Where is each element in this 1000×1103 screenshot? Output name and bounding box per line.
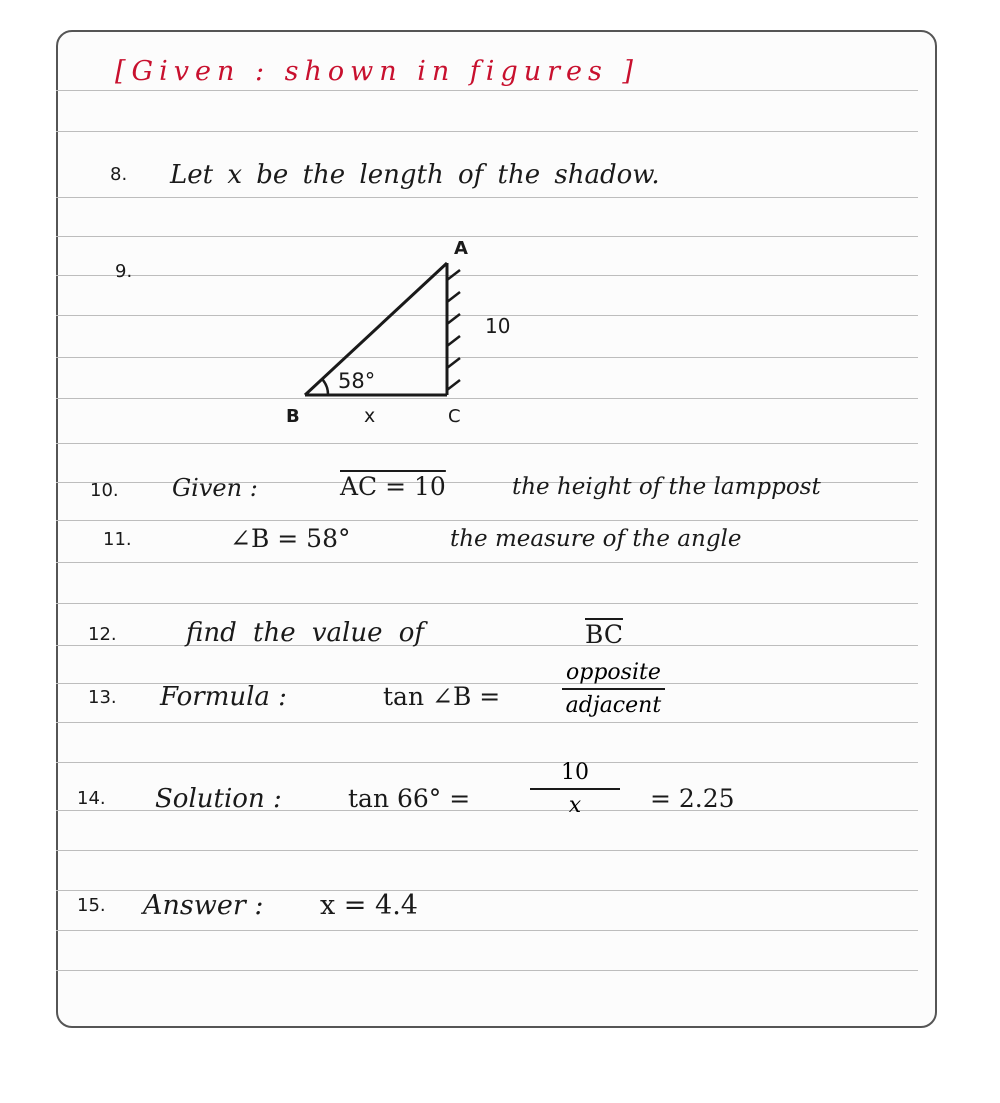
ground-hatching [447,270,460,390]
fraction-numerator: opposite [566,660,661,685]
line-number: 11. [103,529,132,550]
triangle-figure [280,230,540,440]
ruled-line [56,850,918,851]
angle-arc [322,379,328,395]
line-number: 14. [77,788,106,809]
line-number: 8. [110,164,128,185]
given-note: [Given : shown in figures ] [115,56,639,87]
ruled-line [56,722,918,723]
ten-over-x [530,760,620,818]
ruled-line [56,520,918,521]
segment-bc: $\overline{BC}$ [585,620,623,649]
ruled-line [56,603,918,604]
opposite-over-adjacent [562,660,665,718]
solution-label: Solution : [155,784,282,814]
lamppost-description: the height of the lamppost [512,474,821,500]
ruled-line [56,930,918,931]
line-number: 13. [88,687,117,708]
fraction-bar [562,688,665,690]
shadow-statement: Let x be the length of the shadow. [170,160,660,190]
vertex-a-label: A [454,238,468,259]
fraction-numerator: 10 [561,760,589,785]
given-ac-value: AC = 10 [340,472,446,501]
answer-value: x = 4.4 [320,890,418,921]
side-label: 10 [485,314,511,338]
tan-b-expression: tan ∠B = [383,682,501,711]
line-number: 9. [115,261,133,282]
fraction-bar [530,788,620,790]
vertex-b-label: B [286,406,300,427]
angle-b-value: ∠B = 58° [230,524,351,553]
ruled-line [56,90,918,91]
vertex-c-label: C [448,406,461,427]
base-label: x [364,405,376,427]
fraction-denominator: adjacent [565,693,662,718]
line-number: 12. [88,624,117,645]
line-number: 10. [90,480,119,501]
formula-label: Formula : [160,682,287,712]
solution-result: = 2.25 [650,784,735,813]
ruled-line [56,197,918,198]
tan-66-expression: tan 66° = [348,784,471,813]
ruled-line [56,562,918,563]
line-number: 15. [77,895,106,916]
fraction-denominator: x [568,793,582,818]
ruled-line [56,970,918,971]
find-statement: find the value of [186,618,425,648]
hypotenuse-ab [305,263,447,395]
ruled-line [56,762,918,763]
given-label: Given : [172,474,258,502]
answer-label: Answer : [143,890,264,921]
ruled-line [56,131,918,132]
angle-description: the measure of the angle [450,526,742,552]
angle-label: 58° [338,369,376,393]
ruled-line [56,443,918,444]
